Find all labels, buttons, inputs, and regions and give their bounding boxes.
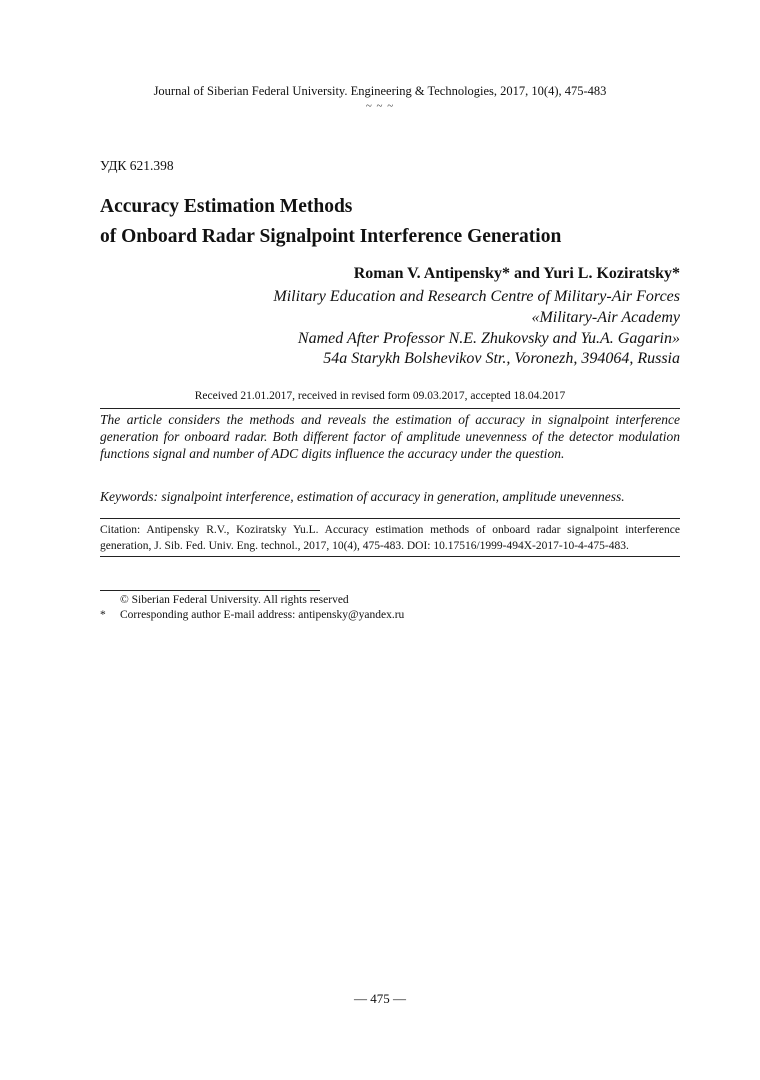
- authors: Roman V. Antipensky* and Yuri L. Koziratsky*: [353, 265, 680, 282]
- corresponding-author-footnote: Corresponding author E-mail address: antipensky@yandex.ru: [120, 609, 405, 621]
- udk-code: УДК 621.398: [100, 158, 174, 173]
- page-number: — 475 —: [354, 991, 406, 1006]
- journal-header: Journal of Siberian Federal University. Engineering & Technologies, 2017, 10(4), 475-483: [153, 84, 607, 98]
- copyright-footnote: © Siberian Federal University. All rights reserved: [120, 594, 349, 606]
- affiliation-line: 54a Starykh Bolshevikov Str., Voronezh, 394064, Russia: [323, 350, 680, 367]
- affiliation-line: Named After Professor N.E. Zhukovsky and Yu.A. Gagarin»: [297, 330, 680, 347]
- footnote-divider: [100, 590, 320, 591]
- divider: [100, 408, 680, 409]
- abstract: The article considers the methods and reveals the estimation of accuracy in signalpoint interference generation for onboard radar. Both different factor of amplitude unevenness of the detector modulation functions signal and number of ADC digits influence the accuracy under the question.: [100, 412, 680, 461]
- affiliation-line: «Military-Air Academy: [531, 309, 680, 326]
- article-title-line-2: of Onboard Radar Signalpoint Interference Generation: [100, 226, 562, 247]
- citation: Citation: Antipensky R.V., Koziratsky Yu.L. Accuracy estimation methods of onboard radar signalpoint interference generation, J. Sib. Fed. Univ. Eng. technol., 2017, 10(4), 475-483. DOI: 10.17516/1999-494X-2017-10-4-475-483.: [100, 524, 680, 552]
- divider: [100, 518, 680, 519]
- article-title-line-1: Accuracy Estimation Methods: [100, 196, 353, 217]
- footnote-marker: *: [100, 609, 106, 621]
- keywords: Keywords: signalpoint interference, estimation of accuracy in generation, amplitude unevenness.: [100, 489, 625, 504]
- received-dates: Received 21.01.2017, received in revised form 09.03.2017, accepted 18.04.2017: [194, 390, 566, 402]
- affiliation-line: Military Education and Research Centre of Military-Air Forces: [273, 288, 680, 305]
- divider: [100, 556, 680, 557]
- header-ornament: ~ ~ ~: [365, 100, 395, 112]
